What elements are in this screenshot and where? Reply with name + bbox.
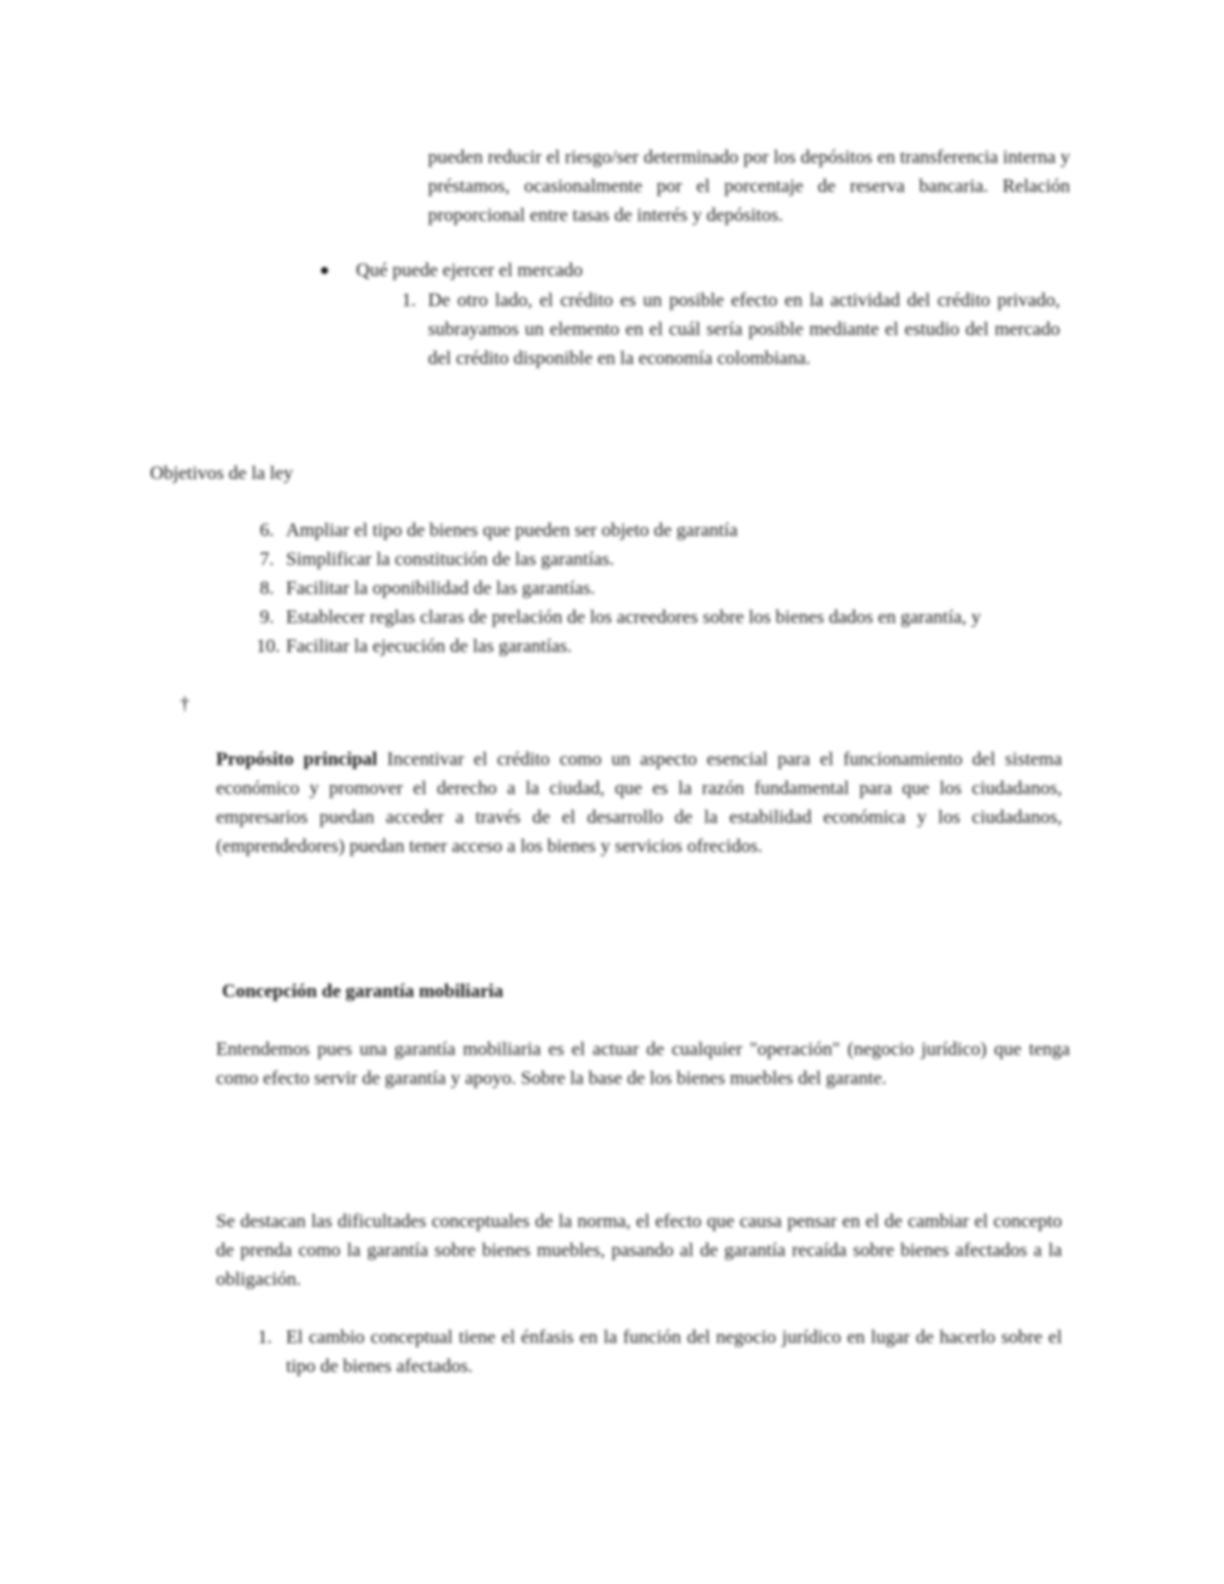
concepcion-paragraph-2 [216, 1207, 1062, 1294]
list-marker: 1. [401, 290, 416, 311]
bullet-dot-icon [321, 267, 328, 274]
numbered-item [401, 286, 1060, 373]
list-item-text: Facilitar la oponibilidad de las garantías. [286, 578, 596, 599]
concepcion-paragraph-1 [216, 1035, 1070, 1093]
concepcion-paragraph-1-text: Entendemos pues una garantía mobiliaria es el actuar de cualquier "operación" (negocio jurídico) que tenga como efecto servir de garantía y apoyo. Sobre la base de los bienes muebles del garante. [216, 1039, 1070, 1089]
concepcion-heading-text: Concepción de garantía mobiliaria [222, 981, 504, 1002]
concepcion-numbered-item [257, 1323, 1062, 1381]
bullet-text: Qué puede ejercer el mercado [356, 260, 583, 281]
bullet-item [356, 256, 1070, 285]
list-item [259, 516, 1056, 545]
section-heading-objetivos: Objetivos de la ley [150, 463, 293, 484]
list-item-text: Ampliar el tipo de bienes que pueden ser objeto de garantía [286, 520, 738, 541]
list-marker: 10. [256, 636, 280, 657]
list-marker: 6. [259, 520, 274, 541]
list-item [259, 603, 1056, 632]
list-item [256, 632, 1056, 661]
list-item [259, 574, 1056, 603]
list-item-text: Facilitar la ejecución de las garantías. [286, 636, 572, 657]
section-heading-concepcion [222, 977, 503, 1006]
proposito-text-wrapper [216, 745, 1062, 861]
proposito-label: Propósito principal [216, 749, 378, 770]
concepcion-numbered-item-text: El cambio conceptual tiene el énfasis en la función del negocio jurídico en lugar de hacerlo sobre el tipo de bienes afectados. [286, 1327, 1062, 1377]
list-marker: 9. [259, 607, 274, 628]
continuation-text: pueden reducir el riesgo/ser determinado por los depósitos en transferencia interna y préstamos, ocasionalmente por el porcentaje de reserva bancaria. Relación proporcional entre tasas de interés y depósitos. [428, 147, 1070, 226]
stray-list-marker: † [180, 694, 190, 715]
list-item [259, 545, 1056, 574]
concepcion-paragraph-2-text: Se destacan las dificultades conceptuales de la norma, el efecto que causa pensar en el de cambiar el concepto de prenda como la garantía sobre bienes muebles, pasando al de garantía recaída sobre bienes afectados a la obligación. [216, 1211, 1062, 1290]
list-marker: 7. [259, 549, 274, 570]
list-marker: 8. [259, 578, 274, 599]
proposito-paragraph [216, 745, 1062, 861]
numbered-item-text: De otro lado, el crédito es un posible efecto en la actividad del crédito privado, subrayamos un elemento en el cuál sería posible mediante el estudio del mercado del crédito disponible en la economía colombiana. [428, 290, 1060, 369]
list-item-text: Establecer reglas claras de prelación de los acreedores sobre los bienes dados en garantía, y [286, 607, 981, 628]
objetivos-list [256, 516, 1056, 661]
list-marker: 1. [257, 1327, 272, 1348]
proposito-text: Incentivar el crédito como un aspecto esencial para el funcionamiento del sistema económico y promover el derecho a la ciudad, que es la razón fundamental para que los ciudadanos, empresarios puedan acceder a través de el desarrollo de la estabilidad económica y los ciudadanos, (emprendedores) puedan tener acceso a los bienes y servicios ofrecidos. [216, 749, 1062, 857]
continuation-paragraph [428, 143, 1070, 230]
list-item-text: Simplificar la constitución de las garantías. [286, 549, 615, 570]
